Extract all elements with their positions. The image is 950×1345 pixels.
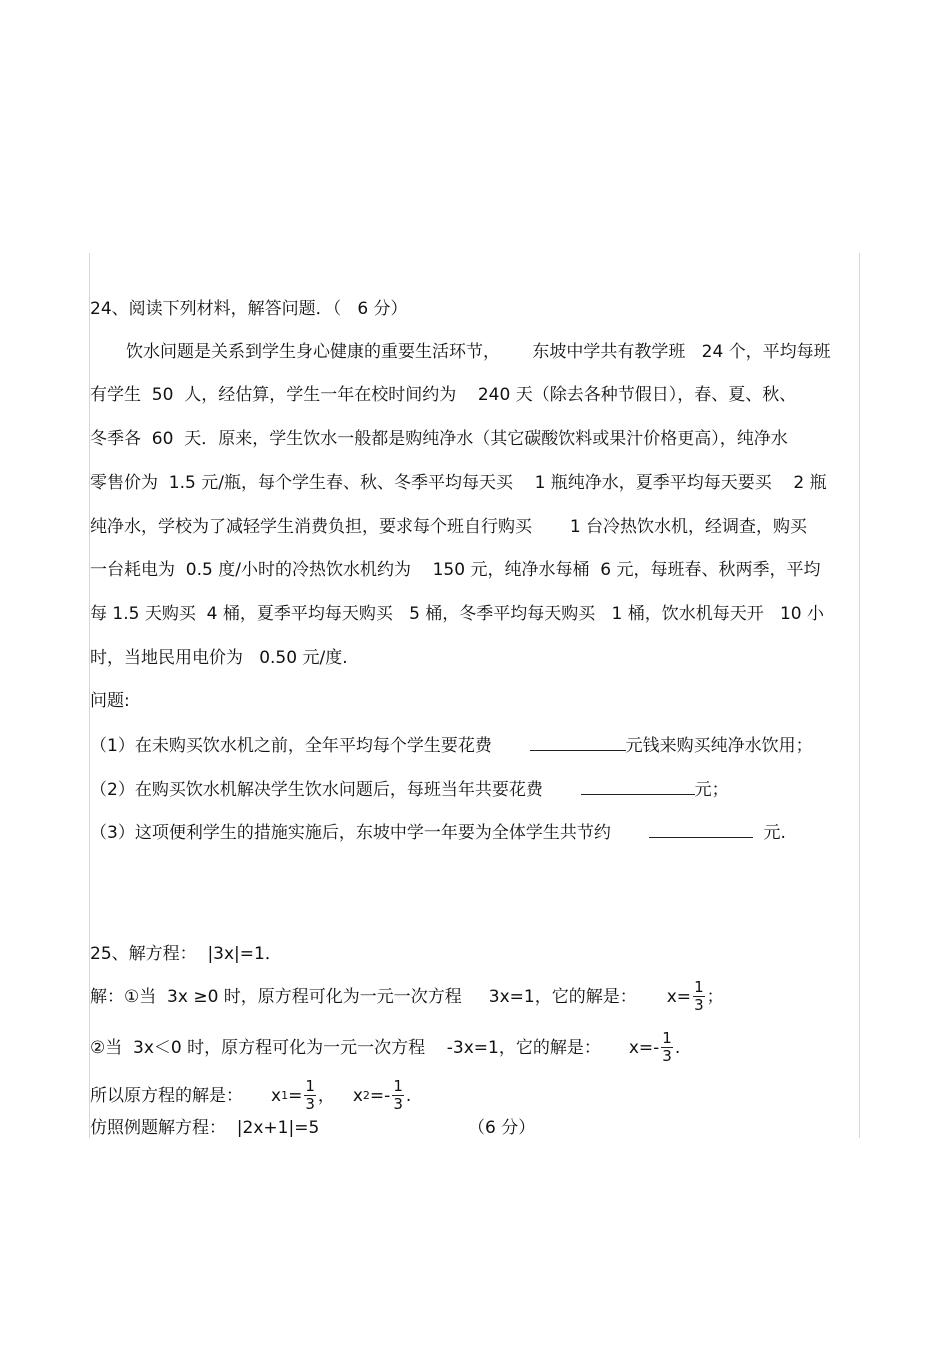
fraction-numerator: 1: [662, 1029, 672, 1047]
q25-conclusion: [90, 1078, 411, 1113]
x2-equals: =-: [369, 1085, 391, 1106]
q25-step-1-tail: ；: [706, 986, 724, 1007]
q25-step-1-var: x=: [666, 986, 692, 1007]
q25-task-score: （6 分）: [468, 1118, 536, 1138]
fraction-denominator: 3: [662, 1047, 672, 1065]
q24-item-1-tail: 元钱来购买纯净水饮用；: [625, 736, 813, 756]
q24-item-1-text: （1）在未购买饮水机之前，全年平均每个学生要花费: [90, 736, 530, 756]
x1-equals: =: [288, 1085, 303, 1106]
q24-line-7: 每 1.5 天购买 4 桶，夏季平均每天购买 5 桶，冬季平均每天购买 1 桶，饮水机每天开 10 小: [90, 604, 824, 624]
q24-line-3: 冬季各 60 天．原来，学生饮水一般都是购纯净水（其它碳酸饮料或果汁价格更高），纯净水: [90, 429, 788, 449]
q25-conclusion-sep: ，: [317, 1085, 335, 1106]
fraction-one-third: [392, 1078, 404, 1113]
x1-variable: x: [271, 1085, 282, 1106]
q24-item-3-text: （3）这项便利学生的措施实施后，东坡中学一年要为全体学生共节约: [90, 823, 649, 843]
page-border-right: [859, 253, 860, 1138]
answer-blank-2[interactable]: [581, 778, 695, 795]
q24-line-1: 饮水问题是关系到学生身心健康的重要生活环节， 东坡中学共有教学班 24 个，平均每班: [126, 342, 831, 362]
q25-step-2-tail: .: [674, 1037, 681, 1058]
answer-blank-1[interactable]: [530, 734, 626, 751]
q25-task: 仿照例题解方程： |2x+1|=5: [90, 1118, 320, 1138]
fraction-one-third: [661, 1030, 673, 1065]
x2-variable: x: [352, 1085, 363, 1106]
fraction-denominator: 3: [393, 1095, 403, 1113]
q24-item-2-text: （2）在购买饮水机解决学生饮水问题后，每班当年共要花费: [90, 780, 581, 800]
fraction-one-third: [304, 1078, 316, 1113]
q24-question-label: 问题:: [90, 691, 130, 711]
q24-line-2: 有学生 50 人，经估算，学生一年在校时间约为 240 天（除去各种节假日），春、夏、秋、: [90, 385, 797, 405]
q25-conclusion-text: 所以原方程的解是：: [90, 1085, 243, 1106]
q25-step-2: [90, 1030, 680, 1065]
q24-item-3-tail: 元.: [752, 823, 786, 843]
fraction-numerator: 1: [305, 1077, 315, 1095]
q24-heading: 24、阅读下列材料，解答问题．（ 6 分）: [90, 299, 408, 319]
x1-subscript: 1: [281, 1088, 289, 1102]
q25-heading: 25、解方程： |3x|=1．: [90, 944, 282, 964]
q24-line-8: 时，当地民用电价为 0.50 元/度.: [90, 648, 348, 668]
q25-conclusion-tail: .: [405, 1085, 412, 1106]
q25-step-2-var: x=-: [628, 1037, 660, 1058]
q24-item-1: [90, 734, 813, 757]
q24-item-2: [90, 778, 729, 801]
q24-line-4: 零售价为 1.5 元/瓶，每个学生春、秋、冬季平均每天买 1 瓶纯净水，夏季平均每天要买 2 瓶: [90, 473, 827, 493]
q25-step-2-text: ②当 3x＜0 时，原方程可化为一元一次方程 -3x=1，它的解是：: [90, 1037, 601, 1058]
x2-subscript: 2: [362, 1088, 370, 1102]
q24-item-3: [90, 821, 786, 844]
fraction-numerator: 1: [694, 978, 704, 996]
q24-line-6: 一台耗电为 0.5 度/小时的冷热饮水机约为 150 元，纯净水每桶 6 元，每班春、秋两季，平均: [90, 560, 821, 580]
answer-blank-3[interactable]: [649, 821, 753, 838]
q24-line-5: 纯净水，学校为了减轻学生消费负担，要求每个班自行购买 1 台冷热饮水机，经调查，购买: [90, 517, 808, 537]
fraction-numerator: 1: [393, 1077, 403, 1095]
q24-item-2-tail: 元；: [694, 780, 729, 800]
fraction-denominator: 3: [694, 996, 704, 1014]
q25-step-1: [90, 979, 724, 1014]
q25-step-1-text: 解：①当 3x ≥0 时，原方程可化为一元一次方程 3x=1，它的解是：: [90, 986, 637, 1007]
fraction-one-third: [693, 979, 705, 1014]
fraction-denominator: 3: [305, 1095, 315, 1113]
